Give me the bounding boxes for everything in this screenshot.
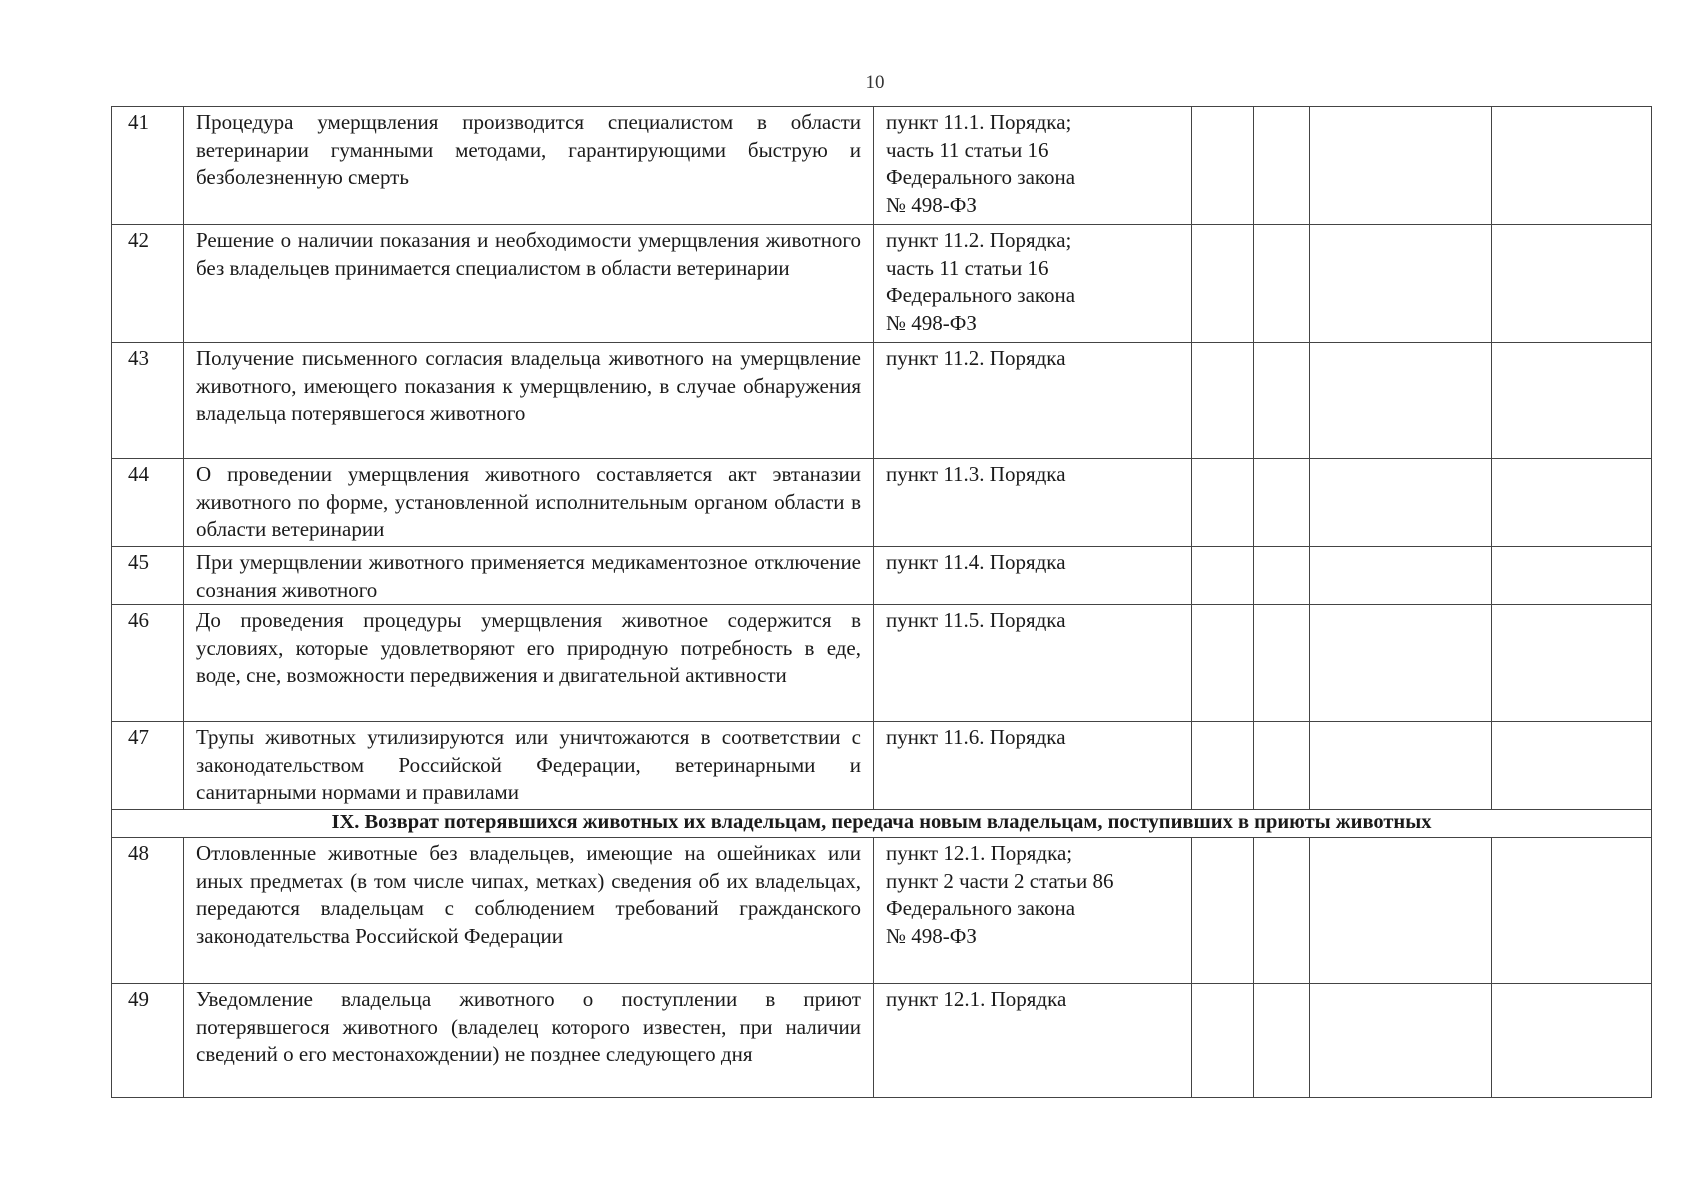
row-number: 43 xyxy=(112,343,184,459)
section-heading-row xyxy=(112,810,1652,838)
answer-cell xyxy=(1492,225,1652,343)
answer-cell xyxy=(1492,107,1652,225)
answer-cell xyxy=(1492,547,1652,605)
answer-cell xyxy=(1192,722,1254,810)
requirement-text: Процедура умерщвления производится специалистом в области ветеринарии гуманными методами, гарантирующими быструю и безболезненную смерть xyxy=(184,107,874,225)
answer-cell xyxy=(1254,459,1310,547)
table-row xyxy=(112,107,1652,225)
requirement-text: Отловленные животные без владельцев, имеющие на ошейниках или иных предметах (в том числе чипах, метках) сведения об их владельцах, передаются владельцам с соблюдением требований гражданского законодательства Российской Федерации xyxy=(184,838,874,984)
row-number: 48 xyxy=(112,838,184,984)
legal-reference: пункт 11.4. Порядка xyxy=(874,547,1192,605)
answer-cell xyxy=(1492,459,1652,547)
requirement-text: Получение письменного согласия владельца животного на умерщвление животного, имеющего показания к умерщвлению, в случае обнаружения владельца потерявшегося животного xyxy=(184,343,874,459)
page-number: 10 xyxy=(865,72,885,93)
requirement-text: При умерщвлении животного применяется медикаментозное отключение сознания животного xyxy=(184,547,874,605)
answer-cell xyxy=(1254,343,1310,459)
legal-reference: пункт 11.2. Порядка; часть 11 статьи 16 Федерального закона № 498-ФЗ xyxy=(874,225,1192,343)
row-number: 47 xyxy=(112,722,184,810)
answer-cell xyxy=(1310,547,1492,605)
row-number: 46 xyxy=(112,605,184,722)
table-row xyxy=(112,225,1652,343)
answer-cell xyxy=(1492,722,1652,810)
legal-reference: пункт 12.1. Порядка xyxy=(874,984,1192,1098)
table-row xyxy=(112,722,1652,810)
answer-cell xyxy=(1310,984,1492,1098)
table-row xyxy=(112,838,1652,984)
answer-cell xyxy=(1254,225,1310,343)
answer-cell xyxy=(1192,107,1254,225)
answer-cell xyxy=(1492,343,1652,459)
answer-cell xyxy=(1254,984,1310,1098)
requirement-text: До проведения процедуры умерщвления животное содержится в условиях, которые удовлетворяют его природную потребность в еде, воде, сне, возможности передвижения и двигательной активности xyxy=(184,605,874,722)
row-number: 42 xyxy=(112,225,184,343)
answer-cell xyxy=(1492,605,1652,722)
legal-reference: пункт 11.2. Порядка xyxy=(874,343,1192,459)
legal-reference: пункт 11.5. Порядка xyxy=(874,605,1192,722)
answer-cell xyxy=(1254,547,1310,605)
legal-reference: пункт 11.6. Порядка xyxy=(874,722,1192,810)
answer-cell xyxy=(1492,838,1652,984)
answer-cell xyxy=(1254,107,1310,225)
answer-cell xyxy=(1310,605,1492,722)
answer-cell xyxy=(1310,343,1492,459)
answer-cell xyxy=(1192,459,1254,547)
table-row xyxy=(112,547,1652,605)
answer-cell xyxy=(1310,838,1492,984)
table-row xyxy=(112,459,1652,547)
requirement-text: Решение о наличии показания и необходимости умерщвления животного без владельцев принимается специалистом в области ветеринарии xyxy=(184,225,874,343)
requirement-text: Уведомление владельца животного о поступлении в приют потерявшегося животного (владелец которого известен, при наличии сведений о его местонахождении) не позднее следующего дня xyxy=(184,984,874,1098)
table-row xyxy=(112,343,1652,459)
answer-cell xyxy=(1192,343,1254,459)
row-number: 41 xyxy=(112,107,184,225)
section-heading: IX. Возврат потерявшихся животных их владельцам, передача новым владельцам, поступивших в приюты животных xyxy=(112,810,1652,838)
answer-cell xyxy=(1310,225,1492,343)
answer-cell xyxy=(1310,459,1492,547)
answer-cell xyxy=(1192,225,1254,343)
table-row xyxy=(112,984,1652,1098)
legal-reference: пункт 11.1. Порядка; часть 11 статьи 16 Федерального закона № 498-ФЗ xyxy=(874,107,1192,225)
legal-reference: пункт 11.3. Порядка xyxy=(874,459,1192,547)
answer-cell xyxy=(1254,838,1310,984)
table-row xyxy=(112,605,1652,722)
answer-cell xyxy=(1310,107,1492,225)
legal-reference: пункт 12.1. Порядка; пункт 2 части 2 статьи 86 Федерального закона № 498-ФЗ xyxy=(874,838,1192,984)
requirement-text: Трупы животных утилизируются или уничтожаются в соответствии с законодательством Российской Федерации, ветеринарными и санитарными нормами и правилами xyxy=(184,722,874,810)
answer-cell xyxy=(1492,984,1652,1098)
requirement-text: О проведении умерщвления животного составляется акт эвтаназии животного по форме, установленной исполнительным органом области в области ветеринарии xyxy=(184,459,874,547)
answer-cell xyxy=(1254,722,1310,810)
row-number: 49 xyxy=(112,984,184,1098)
answer-cell xyxy=(1192,605,1254,722)
answer-cell xyxy=(1254,605,1310,722)
answer-cell xyxy=(1192,547,1254,605)
row-number: 44 xyxy=(112,459,184,547)
answer-cell xyxy=(1192,838,1254,984)
answer-cell xyxy=(1310,722,1492,810)
row-number: 45 xyxy=(112,547,184,605)
answer-cell xyxy=(1192,984,1254,1098)
checklist-table xyxy=(111,106,1652,1098)
